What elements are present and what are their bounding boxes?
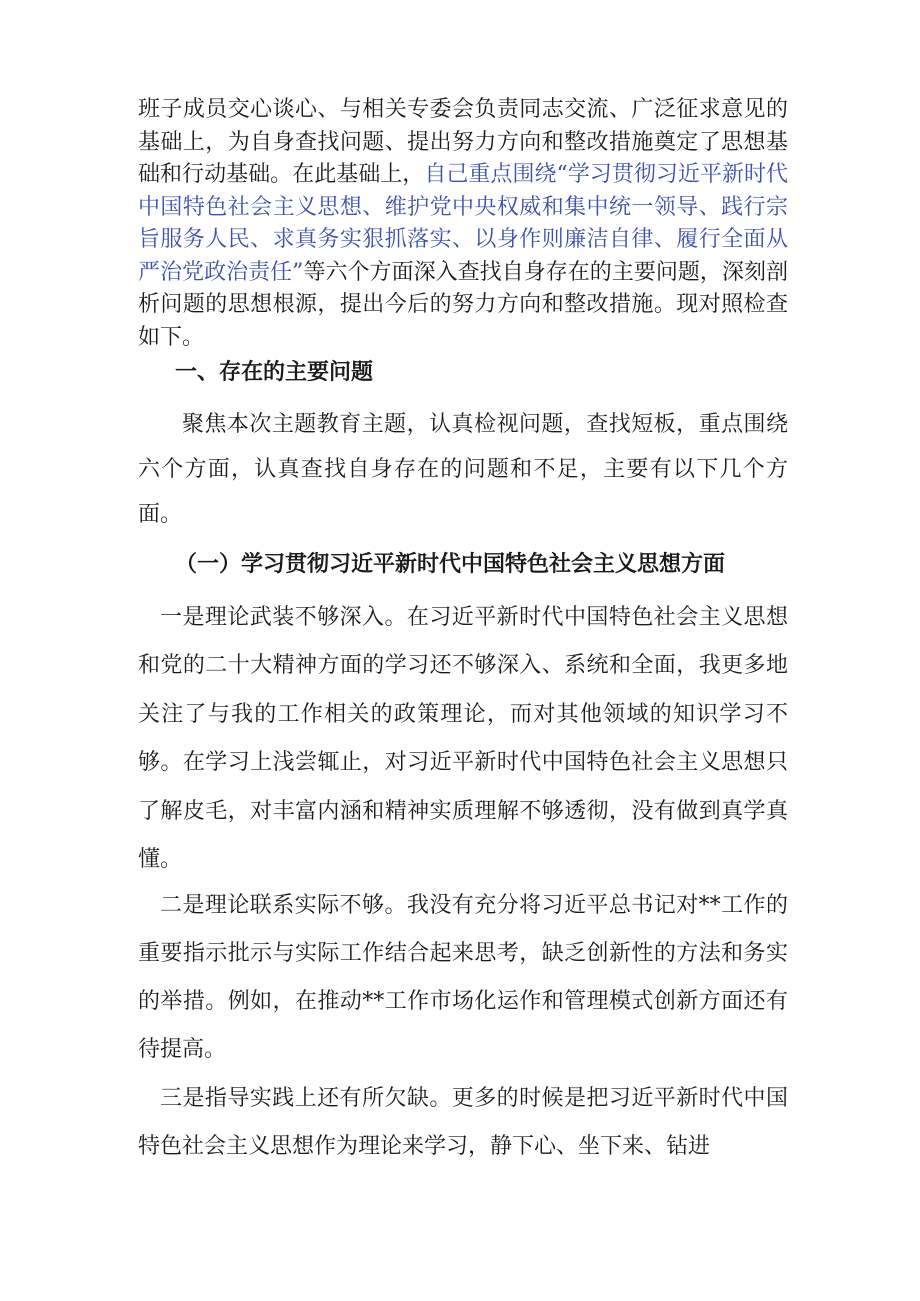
body-paragraph: 三是指导实践上还有所欠缺。更多的时候是把习近平新时代中国特色社会主义思想作为理论来学习，静下心、坐下来、钻进 xyxy=(138,1086,788,1159)
body-paragraph: 一是理论武装不够深入。在习近平新时代中国特色社会主义思想和党的二十大精神方面的学习还不够深入、系统和全面，我更多地关注了与我的工作相关的政策理论，而对其他领域的知识学习不够。在学习上浅尝辄止，对习近平新时代中国特色社会主义思想只了解皮毛，对丰富内涵和精神实质理解不够透彻，没有做到真学真懂。 xyxy=(138,605,788,873)
subsection-heading-study-thought: （一）学习贯彻习近平新时代中国特色社会主义思想方面 xyxy=(175,551,726,577)
intro-highlight-text: 自己重点围绕“学习贯彻习近平新时代中国特色社会主义思想、维护党中央权威和集中统一领导、践行宗旨服务人民、求真务实狠抓落实、以身作则廉洁自律、履行全面从严治党政治责任” xyxy=(138,162,788,285)
section-heading-main-problems: 一、存在的主要问题 xyxy=(175,359,374,385)
intro-text-before: 班子成员交心谈心、与相关专委会负责同志交流、广泛征求意见的基础上，为自身查找问题、提出努力方向和整改措施奠定了思想基础和行动基础。在此基础上， xyxy=(138,97,788,187)
section-summary-paragraph: 聚焦本次主题教育主题，认真检视问题，查找短板，重点围绕六个方面，认真查找自身存在的问题和不足，主要有以下几个方面。 xyxy=(138,412,788,527)
body-paragraph: 二是理论联系实际不够。我没有充分将习近平总书记对**工作的重要指示批示与实际工作结合起来思考，缺乏创新性的方法和务实的举措。例如，在推动**工作市场化运作和管理模式创新方面还有待提高。 xyxy=(138,893,788,1062)
intro-text-after: 等六个方面深入查找自身存在的主要问题，深刻剖析问题的思想根源，提出今后的努力方向和整改措施。现对照检查如下。 xyxy=(138,259,788,350)
intro-paragraph xyxy=(138,94,788,354)
